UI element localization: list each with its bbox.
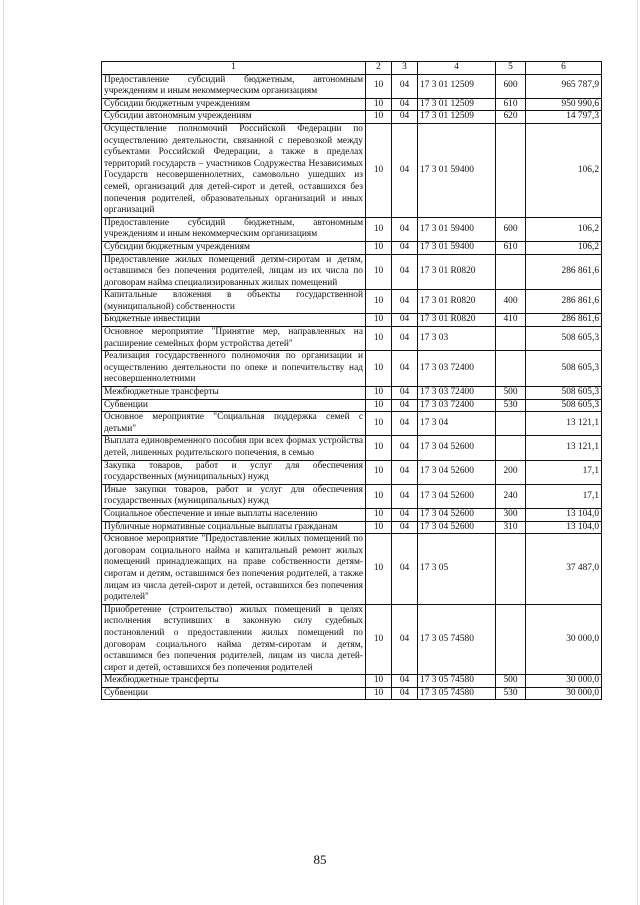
- row-target-code: 17 3 05: [418, 534, 496, 605]
- row-amount: 106,2: [526, 123, 602, 217]
- row-target-code: 17 3 01 R0820: [418, 290, 496, 314]
- row-subsection: 04: [392, 123, 418, 217]
- row-target-code: 17 3 01 12509: [418, 74, 496, 98]
- row-expense-type: [496, 604, 526, 675]
- header-col-2: 2: [366, 62, 392, 75]
- header-col-6: 6: [526, 62, 602, 75]
- row-subsection: 04: [392, 687, 418, 700]
- row-section: 10: [366, 351, 392, 387]
- row-amount: 950 990,6: [526, 98, 602, 111]
- row-expense-type: 610: [496, 241, 526, 254]
- row-target-code: 17 3 04: [418, 412, 496, 436]
- row-subsection: 04: [392, 521, 418, 534]
- row-target-code: 17 3 04 52600: [418, 484, 496, 508]
- row-section: 10: [366, 484, 392, 508]
- row-expense-type: [496, 351, 526, 387]
- table-row: [102, 111, 602, 124]
- row-amount: 965 787,9: [526, 74, 602, 98]
- row-section: 10: [366, 412, 392, 436]
- row-amount: 13 121,1: [526, 436, 602, 460]
- row-subsection: 04: [392, 460, 418, 484]
- row-target-code: 17 3 04 52600: [418, 508, 496, 521]
- row-amount: 13 104,0: [526, 508, 602, 521]
- row-expense-type: 500: [496, 387, 526, 400]
- row-name: Субсидии автономным учреждениям: [102, 111, 366, 124]
- row-amount: 286 861,6: [526, 254, 602, 290]
- row-target-code: 17 3 03 72400: [418, 399, 496, 412]
- table-row: [102, 604, 602, 675]
- row-name: Предоставление жилых помещений детям-сиротам и детям, оставшимся без попечения родителей, лицам из их числа по договорам найма специализированных жилых помещений: [102, 254, 366, 290]
- row-expense-type: 240: [496, 484, 526, 508]
- row-subsection: 04: [392, 74, 418, 98]
- row-section: 10: [366, 290, 392, 314]
- row-section: 10: [366, 98, 392, 111]
- row-target-code: 17 3 04 52600: [418, 460, 496, 484]
- table-row: [102, 460, 602, 484]
- row-name: Социальное обеспечение и иные выплаты населению: [102, 508, 366, 521]
- row-target-code: 17 3 03 72400: [418, 351, 496, 387]
- row-subsection: 04: [392, 508, 418, 521]
- row-amount: 30 000,0: [526, 675, 602, 688]
- table-row: [102, 74, 602, 98]
- table-row: [102, 241, 602, 254]
- row-name: Закупка товаров, работ и услуг для обеспечения государственных (муниципальных) нужд: [102, 460, 366, 484]
- row-subsection: 04: [392, 534, 418, 605]
- row-target-code: 17 3 05 74580: [418, 675, 496, 688]
- row-amount: 13 104,0: [526, 521, 602, 534]
- row-name: Иные закупки товаров, работ и услуг для обеспечения государственных (муниципальных) нужд: [102, 484, 366, 508]
- row-section: 10: [366, 399, 392, 412]
- row-section: 10: [366, 241, 392, 254]
- row-amount: 286 861,6: [526, 290, 602, 314]
- row-subsection: 04: [392, 111, 418, 124]
- row-expense-type: 310: [496, 521, 526, 534]
- row-subsection: 04: [392, 98, 418, 111]
- table-row: [102, 534, 602, 605]
- header-col-4: 4: [418, 62, 496, 75]
- row-expense-type: [496, 327, 526, 351]
- row-subsection: 04: [392, 327, 418, 351]
- table-row: [102, 687, 602, 700]
- row-amount: 17,1: [526, 460, 602, 484]
- row-expense-type: [496, 412, 526, 436]
- row-expense-type: 600: [496, 74, 526, 98]
- row-subsection: 04: [392, 436, 418, 460]
- row-target-code: 17 3 01 59400: [418, 217, 496, 241]
- row-name: Бюджетные инвестиции: [102, 314, 366, 327]
- row-section: 10: [366, 436, 392, 460]
- row-expense-type: 500: [496, 675, 526, 688]
- row-target-code: 17 3 03: [418, 327, 496, 351]
- header-col-5: 5: [496, 62, 526, 75]
- row-subsection: 04: [392, 399, 418, 412]
- row-expense-type: [496, 534, 526, 605]
- row-expense-type: 410: [496, 314, 526, 327]
- row-expense-type: [496, 123, 526, 217]
- row-amount: 106,2: [526, 241, 602, 254]
- row-target-code: 17 3 01 59400: [418, 241, 496, 254]
- table-row: [102, 254, 602, 290]
- row-target-code: 17 3 01 59400: [418, 123, 496, 217]
- row-subsection: 04: [392, 254, 418, 290]
- row-section: 10: [366, 74, 392, 98]
- row-target-code: 17 3 04 52600: [418, 521, 496, 534]
- table-row: [102, 508, 602, 521]
- row-amount: 106,2: [526, 217, 602, 241]
- table-row: [102, 327, 602, 351]
- row-name: Реализация государственного полномочия по организации и осуществлению деятельности по опеке и попечительству над несовершеннолетними: [102, 351, 366, 387]
- table-row: [102, 399, 602, 412]
- row-name: Межбюджетные трансферты: [102, 387, 366, 400]
- row-expense-type: 530: [496, 687, 526, 700]
- row-section: 10: [366, 387, 392, 400]
- row-name: Приобретение (строительство) жилых помещений в целях исполнения вступивших в законную силу судебных постановлений о предоставлении жилых помещений по договорам социального найма детям-сиротам и детям, оставшимся без попечения родителей, лицам из числа детей-сирот и детей, оставшихся без попечения родителей: [102, 604, 366, 675]
- row-section: 10: [366, 675, 392, 688]
- row-subsection: 04: [392, 351, 418, 387]
- row-name: Основное мероприятие "Социальная поддержка семей с детьми": [102, 412, 366, 436]
- row-subsection: 04: [392, 604, 418, 675]
- table-row: [102, 217, 602, 241]
- table-row: [102, 314, 602, 327]
- row-name: Выплата единовременного пособия при всех формах устройства детей, лишенных родительского попечения, в семью: [102, 436, 366, 460]
- row-subsection: 04: [392, 241, 418, 254]
- table-row: [102, 123, 602, 217]
- row-section: 10: [366, 687, 392, 700]
- row-expense-type: 300: [496, 508, 526, 521]
- row-subsection: 04: [392, 484, 418, 508]
- header-col-1: 1: [102, 62, 366, 75]
- row-expense-type: [496, 436, 526, 460]
- row-section: 10: [366, 217, 392, 241]
- row-amount: 508 605,3: [526, 351, 602, 387]
- row-name: Субсидии бюджетным учреждениям: [102, 241, 366, 254]
- row-section: 10: [366, 508, 392, 521]
- row-section: 10: [366, 314, 392, 327]
- row-name: Осуществление полномочий Российской Федерации по осуществлению деятельности, связанной с перевозкой между субъектами Российской Федерации, а также в пределах территорий государств – участников Содружества Независимых Государств несовершеннолетних, самовольно ушедших из семей, организаций для детей-сирот и детей, оставшихся без попечения родителей, образовательных организаций и иных организаций: [102, 123, 366, 217]
- table-row: [102, 484, 602, 508]
- row-name: Предоставление субсидий бюджетным, автономным учреждениям и иным некоммерческим организациям: [102, 74, 366, 98]
- table-row: [102, 675, 602, 688]
- row-name: Межбюджетные трансферты: [102, 675, 366, 688]
- row-subsection: 04: [392, 675, 418, 688]
- row-target-code: 17 3 05 74580: [418, 604, 496, 675]
- budget-allocation-table: [101, 61, 602, 700]
- row-target-code: 17 3 04 52600: [418, 436, 496, 460]
- row-target-code: 17 3 05 74580: [418, 687, 496, 700]
- row-section: 10: [366, 534, 392, 605]
- row-target-code: 17 3 01 12509: [418, 111, 496, 124]
- row-expense-type: 200: [496, 460, 526, 484]
- row-expense-type: 600: [496, 217, 526, 241]
- row-expense-type: 400: [496, 290, 526, 314]
- row-expense-type: 620: [496, 111, 526, 124]
- row-section: 10: [366, 254, 392, 290]
- row-expense-type: 610: [496, 98, 526, 111]
- row-target-code: 17 3 01 12509: [418, 98, 496, 111]
- row-name: Капитальные вложения в объекты государственной (муниципальной) собственности: [102, 290, 366, 314]
- table-row: [102, 412, 602, 436]
- row-expense-type: 530: [496, 399, 526, 412]
- table-row: [102, 98, 602, 111]
- row-name: Субсидии бюджетным учреждениям: [102, 98, 366, 111]
- scan-edge-right: [637, 0, 638, 905]
- row-target-code: 17 3 01 R0820: [418, 254, 496, 290]
- row-amount: 14 797,3: [526, 111, 602, 124]
- row-section: 10: [366, 123, 392, 217]
- row-amount: 13 121,1: [526, 412, 602, 436]
- table-row: [102, 387, 602, 400]
- row-section: 10: [366, 111, 392, 124]
- row-target-code: 17 3 03 72400: [418, 387, 496, 400]
- row-amount: 37 487,0: [526, 534, 602, 605]
- row-section: 10: [366, 460, 392, 484]
- table-row: [102, 351, 602, 387]
- row-amount: 508 605,3: [526, 387, 602, 400]
- row-name: Предоставление субсидий бюджетным, автономным учреждениям и иным некоммерческим организациям: [102, 217, 366, 241]
- row-name: Субвенции: [102, 687, 366, 700]
- row-section: 10: [366, 604, 392, 675]
- row-name: Публичные нормативные социальные выплаты гражданам: [102, 521, 366, 534]
- table-row: [102, 436, 602, 460]
- row-amount: 508 605,3: [526, 327, 602, 351]
- row-name: Субвенции: [102, 399, 366, 412]
- row-amount: 30 000,0: [526, 687, 602, 700]
- header-col-3: 3: [392, 62, 418, 75]
- page-number: 85: [313, 852, 327, 867]
- row-expense-type: [496, 254, 526, 290]
- row-subsection: 04: [392, 217, 418, 241]
- table-row: [102, 290, 602, 314]
- row-subsection: 04: [392, 412, 418, 436]
- scan-edge-left: [3, 0, 4, 905]
- row-amount: 17,1: [526, 484, 602, 508]
- row-section: 10: [366, 521, 392, 534]
- row-name: Основное мероприятие "Принятие мер, направленных на расширение семейных форм устройства детей": [102, 327, 366, 351]
- row-subsection: 04: [392, 387, 418, 400]
- table-header-row: [102, 62, 602, 75]
- row-amount: 30 000,0: [526, 604, 602, 675]
- row-name: Основное мероприятие "Предоставление жилых помещений по договорам социального найма и капитальный ремонт жилых помещений принадлежащих на праве собственности детям-сиротам и детям, оставшимся без попечения родителей, а также лицам из числа детей-сирот и детей, оставшихся без попечения родителей": [102, 534, 366, 605]
- row-target-code: 17 3 01 R0820: [418, 314, 496, 327]
- row-section: 10: [366, 327, 392, 351]
- row-amount: 508 605,3: [526, 399, 602, 412]
- row-subsection: 04: [392, 314, 418, 327]
- row-amount: 286 861,6: [526, 314, 602, 327]
- table-row: [102, 521, 602, 534]
- row-subsection: 04: [392, 290, 418, 314]
